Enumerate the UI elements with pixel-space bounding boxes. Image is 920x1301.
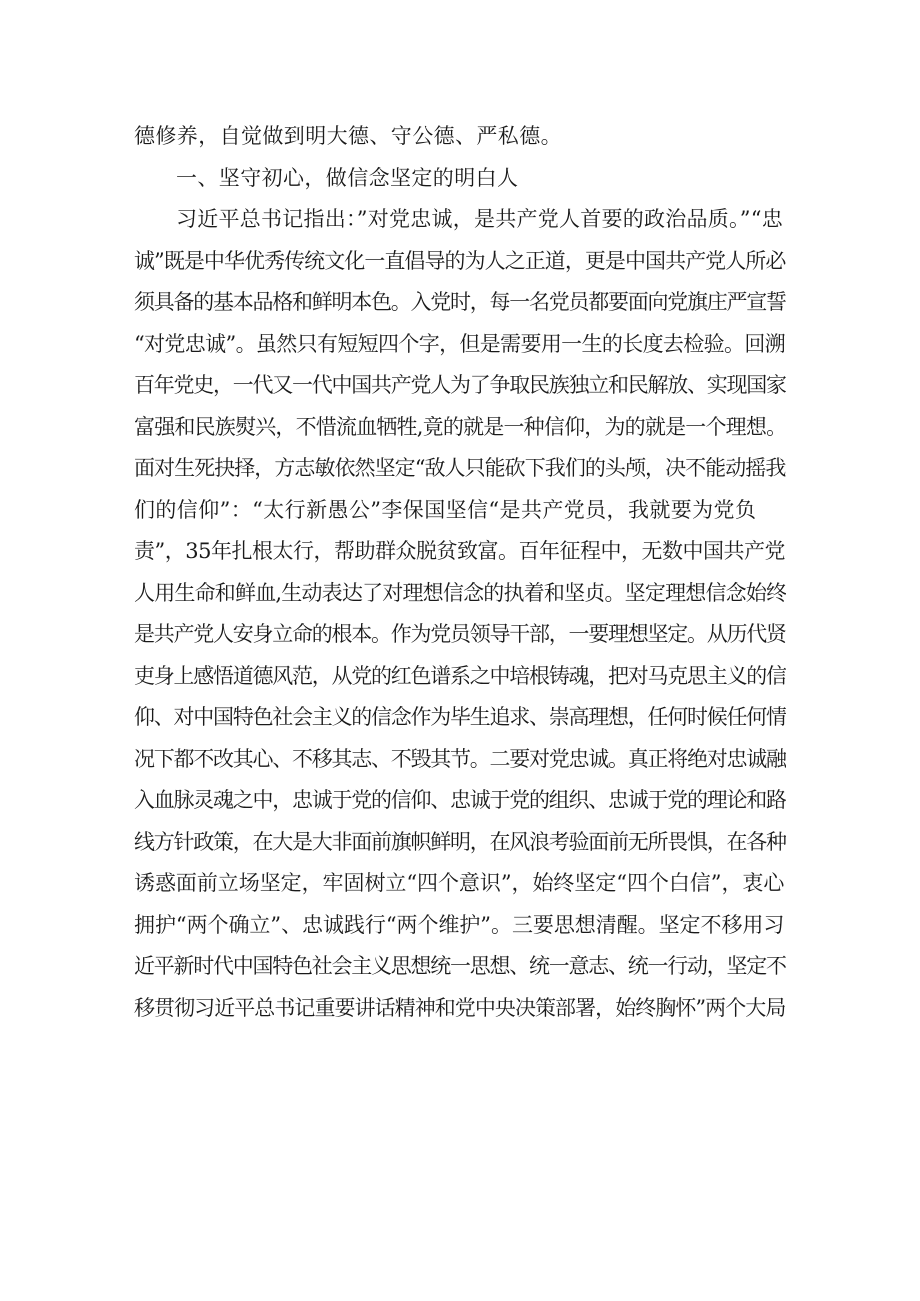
text-line: 近平新时代中国特色社会主义思想统一思想、统一意志、统一行动，坚定不: [134, 954, 786, 978]
text-line: 德修养，自觉做到明大德、守公德、严私德。: [134, 124, 562, 148]
text-line: 吏身上感悟道德风范，从党的红色谱系之中培根铸魂，把对马克思主义的信: [134, 663, 786, 688]
text-line: 须具备的基本品格和鲜明本色。入党时，每一名党员都要面向党旗庄严宣誓: [134, 290, 786, 314]
text-line: 线方针政策，在大是大非面前旗帜鲜明，在风浪考验面前无所畏惧，在各种: [134, 829, 786, 854]
text-line: 责”，35年扎根太行，帮助群众脱贫致富。百年征程中，无数中国共产党: [134, 539, 785, 563]
text-line: 移贯彻习近平总书记重要讲话精神和党中央决策部署，始终胸怀”两个大局: [134, 995, 786, 1020]
text-line: 们的信仰”：“太行新愚公”李保国坚信“是共产党员，我就要为党负: [134, 497, 757, 522]
text-line: 是共产党人安身立命的根本。作为党员领导干部，一要理想坚定。从历代贤: [134, 622, 786, 646]
text-line: 拥护“两个确立”、忠诚践行“两个维护”。三要思想清醒。坚定不移用习: [134, 912, 785, 937]
text-line: 习近平总书记指出：”对党忠诚，是共产党人首要的政治品质。”“忠: [176, 207, 783, 231]
text-line: 百年党史，一代又一代中国共产党人为了争取民族独立和民解放、实现国家: [134, 373, 786, 397]
body-text: [134, 116, 786, 1029]
text-line: 人用生命和鲜血,生动表达了对理想信念的执着和坚贞。坚定理想信念始终: [134, 580, 786, 605]
text-line: 诱惑面前立场坚定，牢固树立“四个意识”，始终坚定“四个白信”，衷心: [134, 871, 785, 895]
text-line: “对党忠诚”。虽然只有短短四个字，但是需要用一生的长度去检验。回溯: [134, 331, 786, 356]
text-line: 仰、对中国特色社会主义的信念作为毕生追求、崇高理想，任何时候任何情: [134, 705, 786, 729]
text-line: 诚”既是中华优秀传统文化一直倡导的为人之正道，更是中国共产党人所必: [134, 248, 786, 273]
text-line: 况下都不改其心、不移其志、不毁其节。二要对党忠诚。真正将绝对忠诚融: [134, 746, 786, 771]
section-heading: 一、坚守初心，做信念坚定的明白人: [176, 165, 519, 190]
text-line: 入血脉灵魂之中，忠诚于党的信仰、忠诚于党的组织、忠诚于党的理论和路: [134, 788, 786, 812]
text-line: 富强和民族熨兴，不惜流血牺牲,竟的就是一种信仰，为的就是一个理想。: [134, 414, 786, 439]
text-line: 面对生死抉择，方志敏依然坚定“敌人只能砍下我们的头颅，决不能动摇我: [134, 456, 786, 480]
